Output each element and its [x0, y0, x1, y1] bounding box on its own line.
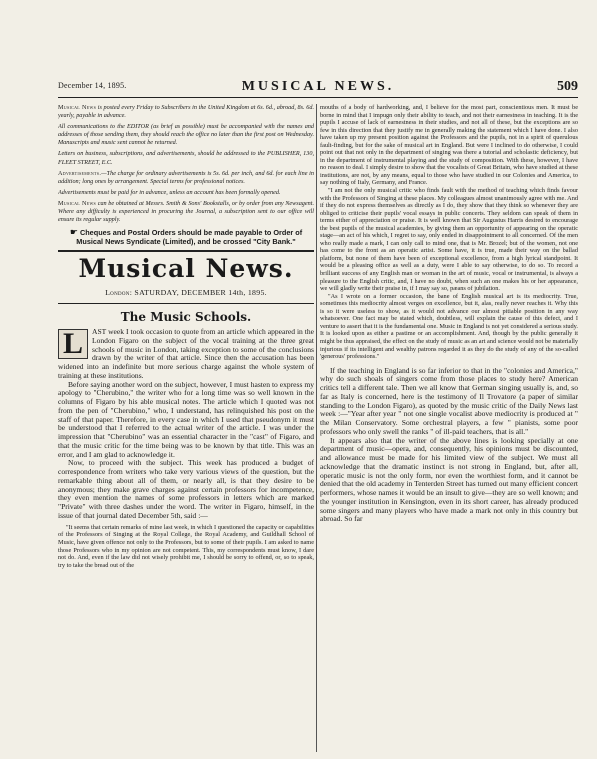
- masthead-rule-bottom: [58, 303, 314, 304]
- notice-text: is posted every Friday to Subscribers in the United Kingdom at 6s. 6d., abroad, 8s. 6d. yearly, payable in advance.: [58, 104, 314, 120]
- masthead: Musical News.: [78, 254, 294, 284]
- pointing-hand-icon: ☛: [69, 227, 78, 238]
- quote-paragraph: "It seems that certain remarks of mine last week, in which I questioned the capacity or capabilities of the Professors of Singing at the Royal College, the Royal Academy, and Guildhall School of Music, have given offence not only to the Professors, but to some of their pupils. I am asked to name those Professors who in my opinion are not competent. This, my correspondents must know, I dare not do. And, even if the law did not wisely prohibit me, I should be sorry to offend, or, so to speak, try to take the bread out of the: [58, 523, 314, 569]
- left-column: [58, 104, 314, 754]
- notice-lead: Musical News: [58, 104, 97, 111]
- notice-advertisements: [58, 170, 314, 186]
- notice-lead: Advertisements.: [58, 169, 102, 177]
- notice-lead: Musical News: [58, 199, 97, 207]
- cheque-text: Cheques and Postal Orders should be made payable to Order of Musical News Syndicate (Limited), and be crossed "City Bank.": [76, 228, 303, 247]
- notice-availability: [58, 200, 314, 224]
- notice-text: Letters on business, subscriptions, and advertisements, should be addressed to the PUBLISHER, 130, FLEET STREET, E.C.: [58, 150, 314, 166]
- quoted-passage: [58, 524, 314, 570]
- right-column: [320, 104, 578, 754]
- cheque-notice: [58, 228, 314, 246]
- article-paragraph: It appears also that the writer of the above lines is looking specially at one department of music—opera, and, consequently, his opinions must be discounted, and allowance must be made for his limited view of the subject. We must all acknowledge that the dramatic instinct is not strong in England, but, after all, operatic music is not the only form, nor even the worthiest form, and it cannot be denied that the old academy in Tenterden Street has turned out many efficient concert performers, whose names it would be an insult to give—they are so well known; and the younger institution in Kensington, even in its short career, has already produced some singers and many players who have made a mark not only in this country but abroad. So far: [320, 435, 578, 524]
- article-paragraph: [58, 328, 314, 381]
- notice-business: [58, 150, 314, 166]
- notice-text: —The charge for ordinary advertisements is 5s. 6d. per inch, and 6d. for each line in addition; long ones by arrangement. Special terms for professional notices.: [58, 169, 314, 185]
- article-body: [58, 328, 314, 521]
- dateline: [58, 288, 314, 297]
- page-number: 509: [557, 79, 578, 94]
- quote-paragraph: mouths of a body of hardworking, and, I believe for the most part, conscientious men. It must be borne in mind that I impugn only their ability to teach, and not their earnestness in teaching. It is the pupils I accuse of lack of earnestness in their studies, and not all of these, but the exceptions are so few in this direction that they justify me in generally making the statement which I have done. I also have taken up my present position against the Professors and the pupils, not in a spirit of querulous fault-finding, but for the sake of musical art in England. But were I inclined to do otherwise, I could point out that not only in the department of singing was there a tutorial and scholastic deficiency, but in the department of instrumental playing and the study of composition. With these, however, I have no reason to deal. I simply desire to show that the vocalists of Great Britain, who have studied at these institutions, are not, by any means, equal to those who have studied in our Colonies and America, to say nothing of Italy, Germany, and France.: [320, 104, 578, 187]
- column-divider: [316, 104, 317, 752]
- drop-cap: L: [58, 329, 88, 359]
- header-date: December 14, 1895.: [58, 81, 127, 90]
- masthead-rule-top: [58, 250, 314, 252]
- notice-text: can be obtained at Messrs. Smith & Sons' Bookstalls, or by order from any Newsagent. Where any difficulty is experienced in procuring the Journal, a subscription sent to our office will ensure its regular supply.: [58, 199, 314, 224]
- notices-block: [58, 104, 314, 224]
- article-paragraph: Before saying another word on the subject, however, I must hasten to express my apology to "Cherubino," the writer who for a long time was so well known in the columns of Figaro by his able musical notes. The article which I quoted was not from the pen of "Cherubino," who, I understand, has relinquished his post on the staff of that paper. Therefore, in every case in which I used that pseudonym it must be understood that I referred to the actual writer of the article. I was under the impression that "Cherubino" was an essential character in the "cast" of Figaro, and that the music critic for the time being was to be known by that title. This was an error, and I am glad to acknowledge it.: [58, 379, 314, 459]
- quote-paragraph: "As I wrote on a former occasion, the bane of English musical art is its mediocrity. True, sometimes this mediocrity almost verges on excellence, but it, alas, really never reaches it. Why this is so it were useless to show, as it would not advance our almost pitiable position in any way whatsoever. One fact may be stated which, doubtless, will explain the cause of this defect, and I venture to assert that it is the fundamental one. Music in England is not yet considered a serious study. It is looked upon as either a pastime or an accomplishment. And, though by the public generally it might be thus appraised, the effect on the study of music as an art and science would not be materially injurious if its intelligent and wealthy patrons regarded it as they do the study of any of the so-called 'generous' professions.": [320, 292, 578, 361]
- dateline-place: London: [105, 288, 130, 298]
- quote-paragraph: "I am not the only musical critic who finds fault with the method of teaching which finds favour with the Professors of Singing at these places. My colleagues almost unanimously agree with me. And if they do not express themselves as directly as I do, they show that they think so whenever they are obliged to criticise their pupils' vocal essays in public concerts. They seldom can speak of them in terms either of appreciation or praise. It is well known that Sir Augustus Harris desired to encourage the best pupils of the musical academies, by giving them an opportunity of appearing on the operatic stage—an act of his which, I regret to say, only ended in disappointment to all concerned. Of the men who really made a mark, I can only call to mind one, that is Mr. Brozel; but of the women, not one has come to the front as an operatic artist. Some have, it is true, made their way on the ballad platform, but none of them have been of exceptional excellence, from a high lyrical standpoint. It would be a pleasing office as well as a duty, were I able to say otherwise, to do so. To record a brilliant success of any English man or woman in the art of music, vocal or instrumental, is always a pleasure to the English critic, and, I have no doubt, when such an one makes his or her appearance, we will gladly write their praise in, if I may say so, pæans of jubilation.: [320, 187, 578, 293]
- paragraph-text: AST week I took occasion to quote from an article which appeared in the London Figaro on the subject of the vocal training at the three great schools of music in London, taking exception to some of the conclusions drawn by the writer of that article. Since then the accusation has been widened into an indefinite but more serious charge against the whole system of training at these institutions.: [58, 327, 314, 380]
- notice-text: Advertisements must be paid for in advance, unless an account has been formally opened.: [58, 188, 281, 196]
- article-title: The Music Schools.: [120, 310, 252, 325]
- quoted-passage-continued: [320, 104, 578, 361]
- article-paragraph: If the teaching in England is so far inferior to that in the "colonies and America," why do such shoals of singers come from those places to study here? American critics tell a different tale. Then we all know that German singing usually is, and, so far as Italy is concerned, here is the testimony of Il Trovatore (a paper of similar standing to the London Figaro), as quoted by the music critic of the Daily News last week :—"Year after year " not one single vocalist above mediocrity is produced at " the Milan Conservatory. Some orchestral players, a few " pianists, some poor professors who only swell the ranks " of ill-paid teachers, that is all.": [320, 365, 578, 436]
- page-header: [58, 79, 578, 98]
- header-title: MUSICAL NEWS.: [241, 79, 395, 94]
- notice-payment: [58, 189, 314, 197]
- article-body-continued: [320, 367, 578, 525]
- notice-subscription: [58, 104, 314, 120]
- notice-text: All communications to the EDITOR (as brief as possible) must be accompanied with the names and addresses of those sending them, they should reach the office no later than the first post on Wednesday. Manuscripts and music sent cannot be returned.: [58, 123, 314, 147]
- notice-editor: [58, 123, 314, 147]
- article-paragraph: Now, to proceed with the subject. This week has produced a budget of correspondence from writers who take very various views of the question, but the remarkable thing about all of them, or nearly all, is that they desire to be anonymous; they make grave charges against certain professors for incompetence, they even mention the names of some professors in letters which are marked "Private" with three dashes under the word. The writer in Figaro, himself, in the issue of that journal dated December 5th, said :—: [58, 458, 314, 520]
- dateline-date: : SATURDAY, DECEMBER 14th, 1895.: [129, 288, 267, 298]
